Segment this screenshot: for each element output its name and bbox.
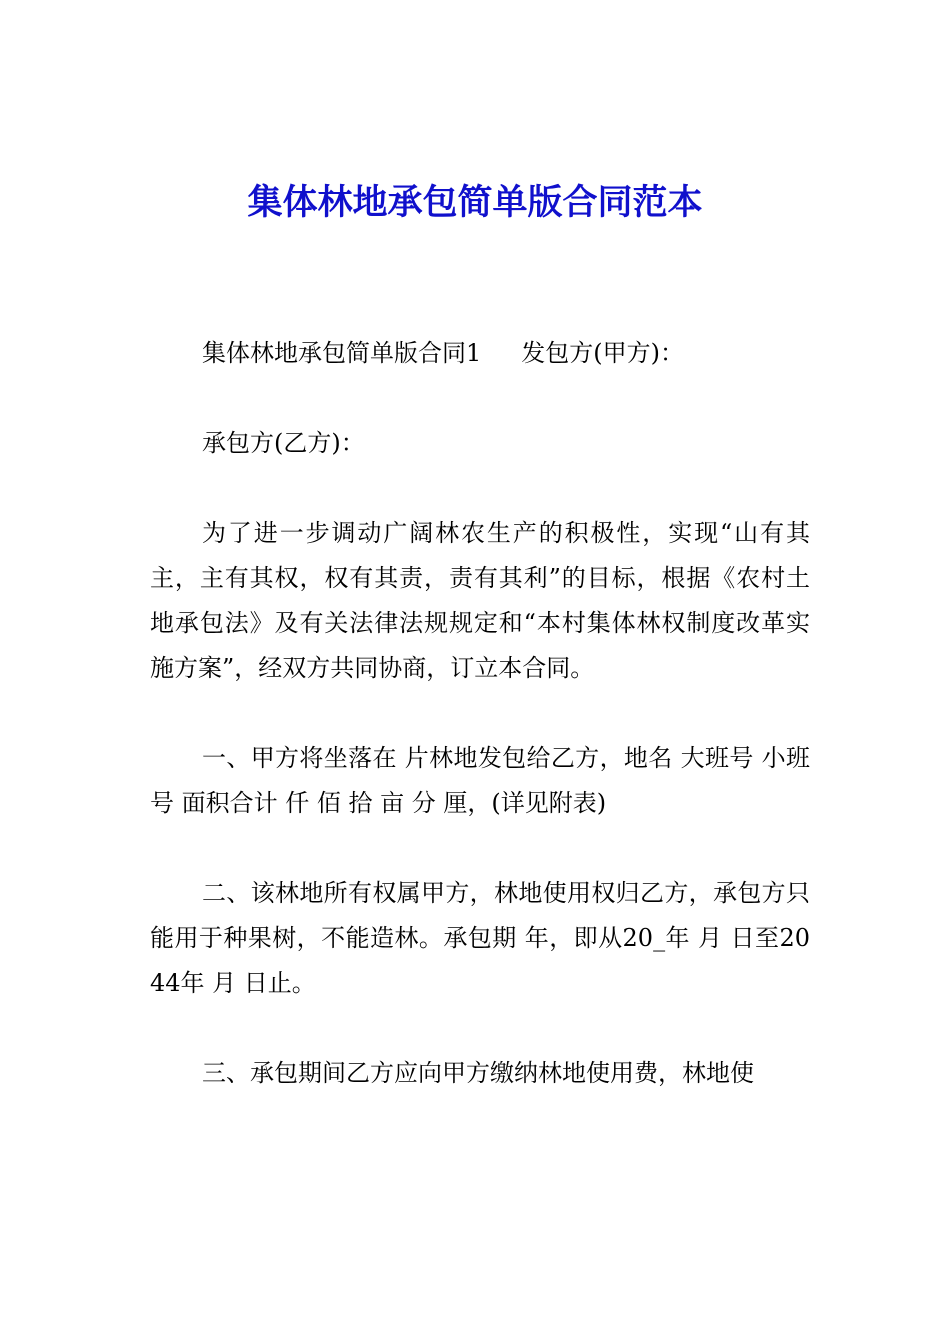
document-title: 集体林地承包简单版合同范本 xyxy=(247,183,703,223)
paragraph-clause-1: 一、甲方将坐落在 片林地发包给乙方，地名 大班号 小班号 面积合计 仟 佰 拾 亩 分 厘，(详见附表) xyxy=(150,744,810,817)
paragraph-party-b: 承包方(乙方)： xyxy=(202,429,365,457)
paragraph-clause-2: 二、该林地所有权属甲方，林地使用权归乙方，承包方只能用于种果树，不能造林。承包期 年，即从20_年 月 日至2044年 月 日止。 xyxy=(150,879,810,997)
paragraph-preamble: 为了进一步调动广阔林农生产的积极性，实现“山有其主，主有其权，权有其责，责有其利”的目标，根据《农村土地承包法》及有关法律法规规定和“本村集体林权制度改革实施方案”，经双方共同协商，订立本合同。 xyxy=(150,519,810,682)
party-a-label: 发包方(甲方)： xyxy=(521,339,685,367)
paragraph-clause-3: 三、承包期间乙方应向甲方缴纳林地使用费，林地使 xyxy=(202,1059,754,1087)
document-body xyxy=(150,331,810,1140)
contract-number-label: 集体林地承包简单版合同1 xyxy=(202,339,482,367)
paragraph-heading-line xyxy=(150,331,810,376)
